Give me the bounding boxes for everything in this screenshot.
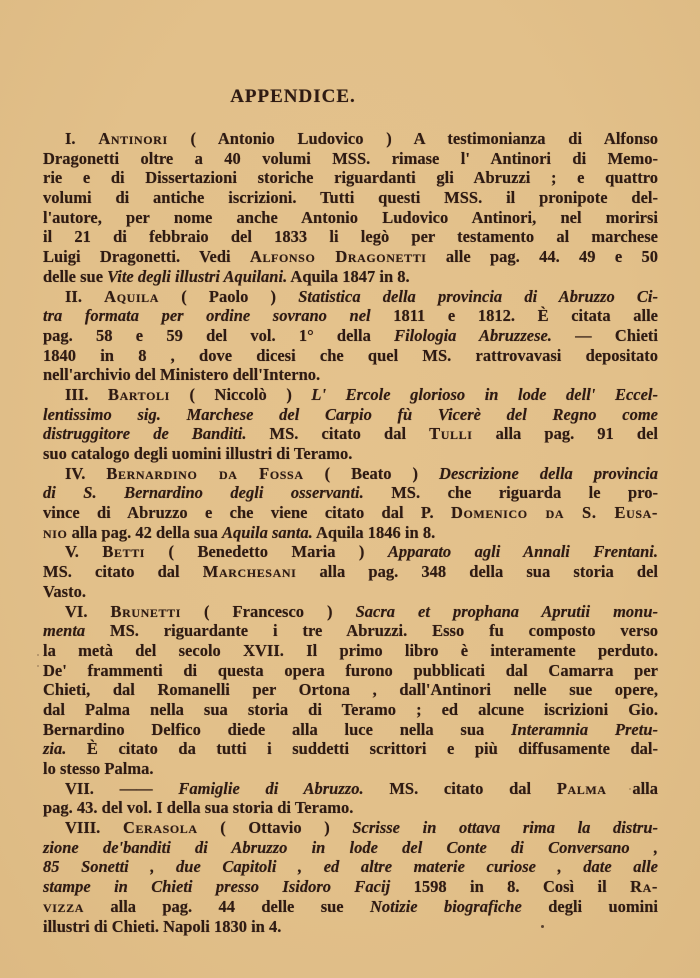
text-line <box>43 798 658 818</box>
text-line <box>43 267 658 287</box>
ink-speck <box>629 788 631 790</box>
text-line <box>43 168 658 188</box>
bibliography-entry <box>43 287 658 385</box>
text-segment: ( Antonio Ludovico ) A testimonianza di Alfonso <box>167 129 658 148</box>
page-title: APPENDICE. <box>230 86 356 107</box>
bibliography-entry <box>43 602 658 779</box>
text-line <box>43 700 658 720</box>
text-segment: dal Palma nella sua storia di Teramo ; ed alcune iscrizioni Gio. <box>43 699 658 719</box>
text-segment: VII. —— <box>65 778 179 798</box>
text-segment: Luigi Dragonetti. Vedi <box>43 247 250 267</box>
text-segment: Betti <box>102 542 146 562</box>
text-line <box>43 129 658 149</box>
text-segment: Aquila 1847 in 8. <box>287 266 410 286</box>
text-line <box>43 385 658 405</box>
text-segment: ( Beato ) <box>303 463 440 483</box>
text-segment: MS. che riguarda le pro- <box>363 483 658 503</box>
text-line <box>43 247 658 267</box>
bibliography-entry <box>43 818 658 936</box>
text-segment: Aquila 1846 in 8. <box>312 522 436 542</box>
text-segment: alla pag. 44 delle sue <box>84 896 370 916</box>
text-segment: — Chieti <box>551 325 658 345</box>
text-segment: 1840 in 8 , dove dicesi che quel MS. rattrovavasi depositato <box>43 345 658 365</box>
text-line <box>43 720 658 740</box>
text-line <box>43 602 658 622</box>
text-segment: alla pag. 42 della sua <box>67 522 222 542</box>
text-segment: I. <box>65 129 99 148</box>
text-segment: volumi di antiche iscrizioni. Tutti questi MSS. il pronipote del- <box>43 188 658 208</box>
ink-speck <box>37 654 39 656</box>
text-line <box>43 365 658 385</box>
text-line <box>43 917 658 937</box>
text-line <box>43 562 658 582</box>
text-segment: Dragonetti oltre a 40 volumi MSS. rimase l' Antinori di Memo- <box>43 148 658 168</box>
text-segment: illustri di Chieti. Napoli 1830 in 4. <box>43 916 282 936</box>
text-segment: De' frammenti di questa opera furono pubblicati dal Camarra per <box>43 660 658 680</box>
bibliography-entry <box>43 464 658 543</box>
text-segment: Famiglie di Abruzzo. <box>178 778 364 798</box>
text-segment: MS. riguardante i tre Abruzzi. Esso fu composto verso <box>85 621 658 641</box>
text-line <box>43 405 658 425</box>
text-line <box>43 680 658 700</box>
text-line <box>43 739 658 759</box>
text-segment: lo stesso Palma. <box>43 759 154 778</box>
text-line <box>43 779 658 799</box>
text-segment: IV. <box>65 463 107 483</box>
text-segment: Descrizione della provincia <box>439 463 659 483</box>
text-line <box>43 424 658 444</box>
text-line <box>43 188 658 208</box>
text-line <box>43 306 658 326</box>
text-segment: l'autore, per nome anche Antonio Ludovico Antinori, nel morirsi <box>43 207 658 227</box>
text-segment: 85 Sonetti , due Capitoli , ed altre materie curiose , date alle <box>43 857 658 877</box>
text-segment: È citato da tutti i suddetti scrittori e più diffusamente dal- <box>66 739 658 759</box>
text-line <box>43 582 658 602</box>
text-segment: Marchesani <box>202 562 297 582</box>
text-segment: MS. citato dal <box>43 562 203 582</box>
ink-speck <box>541 925 544 928</box>
text-segment: vince di Abruzzo e che viene citato dal P. <box>43 503 451 523</box>
text-segment: Chieti, dal Romanelli per Ortona , dall'Antinori nelle sue opere, <box>43 680 658 700</box>
text-segment: Tulli <box>429 424 473 444</box>
text-segment: delle sue <box>43 266 108 286</box>
text-segment: VI. <box>65 601 111 621</box>
bibliography-entry <box>43 779 658 818</box>
text-segment: Interamnia Pretu- <box>511 719 658 739</box>
text-segment: pag. 58 e 59 del vol. 1° della <box>43 325 395 345</box>
text-segment: Statistica della provincia di Abruzzo Ci- <box>298 286 659 306</box>
text-segment: alla pag. 91 del <box>472 424 658 444</box>
text-line <box>43 464 658 484</box>
text-segment: MS. citato dal <box>363 778 557 798</box>
text-line <box>43 897 658 917</box>
ink-speck <box>37 665 39 667</box>
text-line <box>43 346 658 366</box>
text-segment: Apparato agli Annali Frentani. <box>387 542 658 562</box>
text-segment: Notizie biografiche <box>369 896 522 916</box>
text-segment: L' Ercole glorioso in lode dell' Eccel- <box>311 384 658 404</box>
text-segment: stampe in Chieti presso Isidoro Facij <box>43 877 414 897</box>
text-segment: distruggitore de Banditi. <box>43 424 247 444</box>
text-segment: suo catalogo degli uomini illustri di Teramo. <box>43 444 353 463</box>
text-segment: Domenico da S. Eusa- <box>450 503 659 523</box>
text-line <box>43 661 658 681</box>
text-segment: nio <box>43 522 68 542</box>
text-line <box>43 877 658 897</box>
text-line <box>43 759 658 779</box>
text-line <box>43 444 658 464</box>
text-segment: ( Benedetto Maria ) <box>145 542 388 562</box>
text-segment: menta <box>43 621 86 641</box>
text-segment: Antinori <box>98 129 168 148</box>
text-line <box>43 818 658 838</box>
text-line <box>43 641 658 661</box>
text-segment: MS. citato dal <box>246 424 430 444</box>
text-segment: zia. <box>43 739 67 759</box>
text-segment: Brunetti <box>110 601 181 621</box>
text-segment: Aquila santa. <box>221 522 313 542</box>
text-line <box>43 208 658 228</box>
text-segment: Cerasola <box>122 818 198 838</box>
text-segment: ( Ottavio ) <box>197 818 353 838</box>
text-line <box>43 542 658 562</box>
text-segment: Palma <box>556 778 607 798</box>
text-segment: pag. 43. del vol. I della sua storia di Teramo. <box>43 798 354 818</box>
bibliography-entry <box>43 542 658 601</box>
text-segment: VIII. <box>65 818 123 838</box>
text-segment: 1811 e 1812. È citata alle <box>393 306 658 326</box>
text-segment: zione de'banditi di Abruzzo in lode del Conte di Conversano , <box>43 837 658 857</box>
text-segment: Bernardino da Fossa <box>106 463 304 483</box>
text-segment: degli uomini <box>521 896 658 916</box>
text-segment: alla pag. 348 della sua storia del <box>296 562 658 582</box>
text-segment: la metà del secolo XVII. Il primo libro è interamente perduto. <box>43 640 658 660</box>
text-line <box>43 503 658 523</box>
text-segment: ( Paolo ) <box>159 286 299 306</box>
text-line <box>43 149 658 169</box>
text-segment: 1598 in 8. Così il <box>413 877 631 897</box>
text-segment: di S. Bernardino degli osservanti. <box>43 483 364 503</box>
text-segment: ( Francesco ) <box>181 601 356 621</box>
text-segment: III. <box>65 384 108 404</box>
text-segment: Aquila <box>104 286 160 306</box>
text-line <box>43 483 658 503</box>
text-segment: alle pag. 44. 49 e 50 <box>426 247 658 267</box>
text-segment: alla <box>606 778 658 798</box>
text-line <box>43 523 658 543</box>
text-segment: tra formata per ordine sovrano nel <box>43 306 394 326</box>
text-segment: rie e di Dissertazioni storiche riguardanti gli Abruzzi ; e quattro <box>43 168 658 188</box>
text-line <box>43 227 658 247</box>
text-segment: ( Niccolò ) <box>169 384 312 404</box>
bibliography-entry <box>43 129 658 287</box>
text-segment: nell'archivio del Ministero dell'Interno. <box>43 365 321 385</box>
text-segment: Scrisse in ottava rima la distru- <box>352 818 658 838</box>
text-line <box>43 621 658 641</box>
text-segment: II. <box>65 286 105 306</box>
text-segment: il 21 di febbraio del 1833 li legò per testamento al marchese <box>43 227 658 247</box>
text-segment: vizza <box>43 896 85 916</box>
text-line <box>43 857 658 877</box>
text-line <box>43 838 658 858</box>
text-segment: Alfonso Dragonetti <box>249 247 427 267</box>
text-segment: Vasto. <box>43 581 86 601</box>
text-segment: Ra- <box>630 877 658 897</box>
text-segment: V. <box>65 542 103 562</box>
bibliography-entry <box>43 385 658 464</box>
text-segment: Filologia Abruzzese. <box>394 325 552 345</box>
text-segment: Vite degli illustri Aquilani. <box>107 266 288 286</box>
text-segment: Bartoli <box>107 384 170 404</box>
text-line <box>43 287 658 307</box>
bibliography-entries <box>43 129 658 936</box>
text-segment: Bernardino Delfico diede alla luce nella sua <box>43 719 512 739</box>
text-segment: Sacra et prophana Aprutii monu- <box>355 601 658 621</box>
text-segment: lentissimo sig. Marchese del Carpio fù Vicerè del Regno come <box>43 404 658 424</box>
text-line <box>43 326 658 346</box>
